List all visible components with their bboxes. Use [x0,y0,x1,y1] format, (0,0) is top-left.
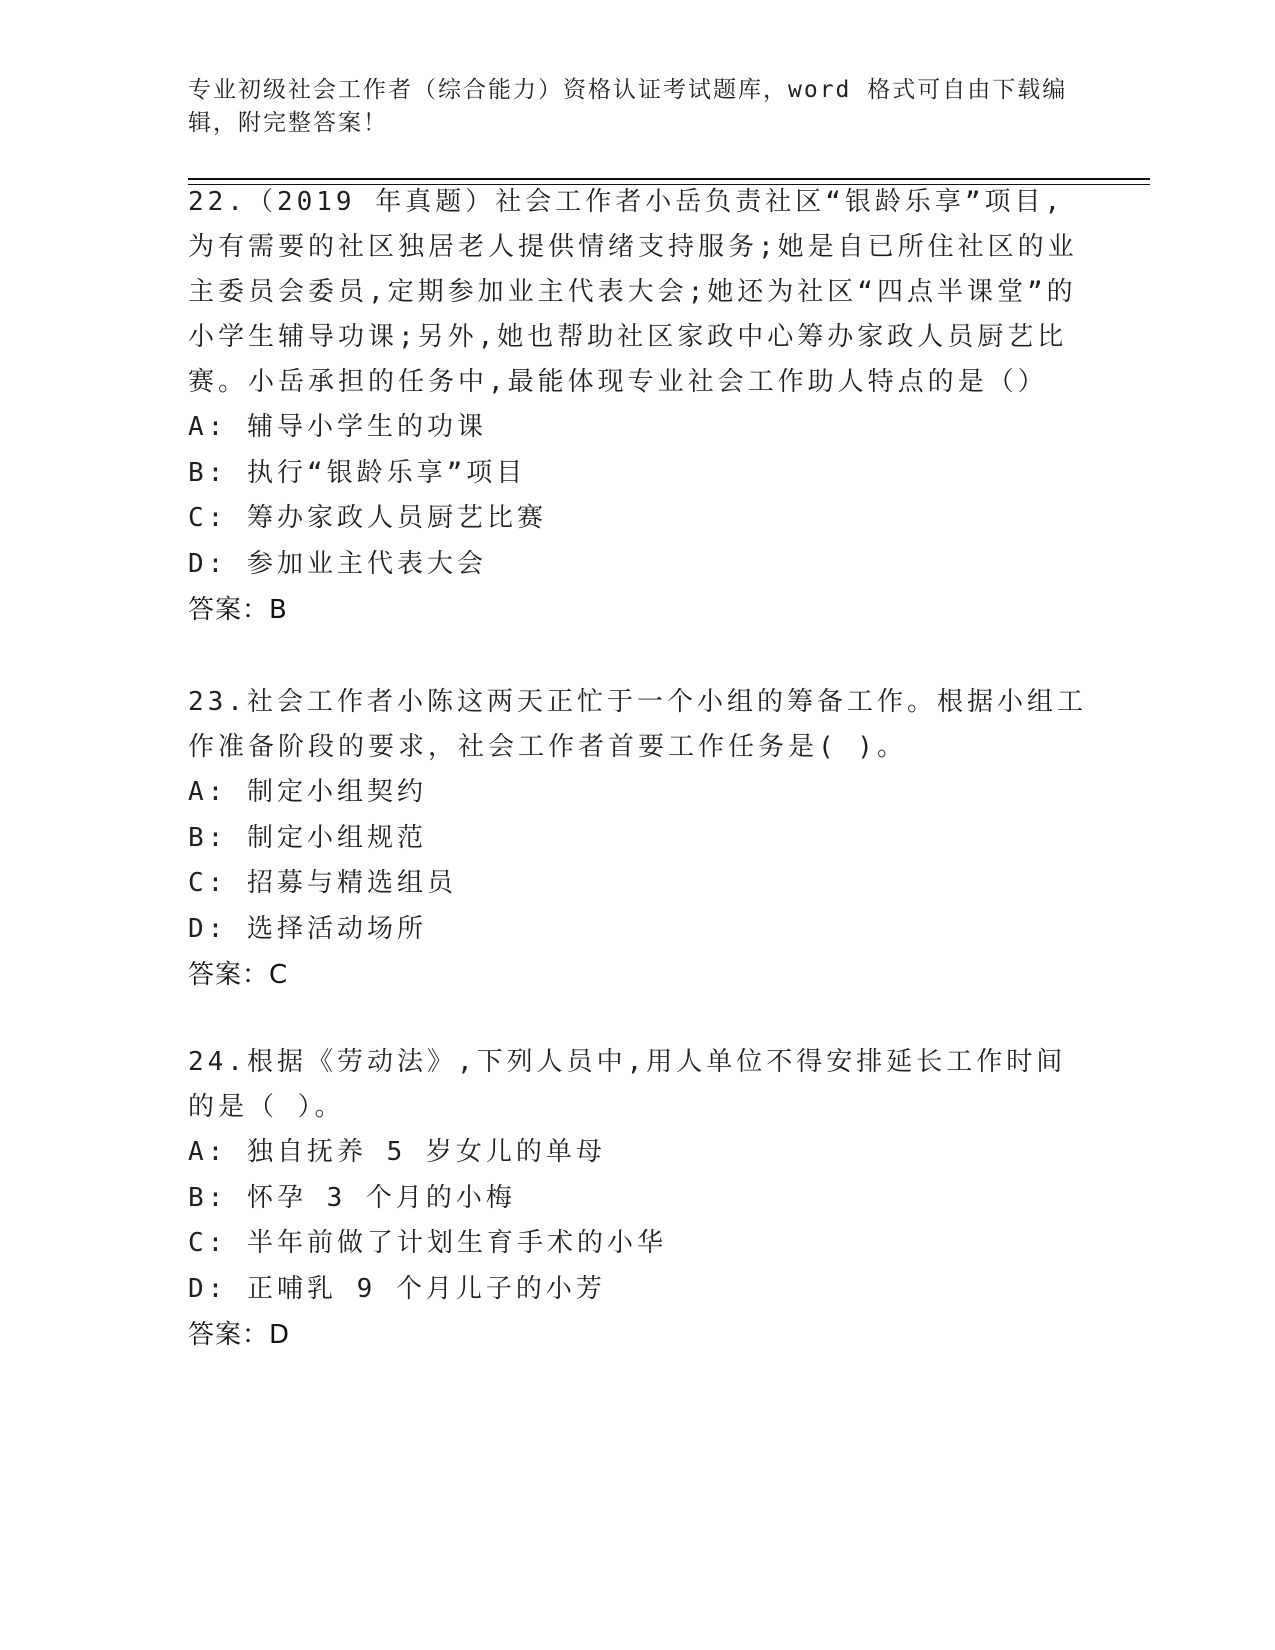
option-a: A: 独自抚养 5 岁女儿的单母 [188,1137,606,1167]
answer-label: 答案：B [188,595,288,625]
option-d: D: 正哺乳 9 个月儿子的小芳 [188,1273,606,1304]
question-text: 23.社会工作者小陈这两天正忙于一个小组的筹备工作。根据小组工作准备阶段的要求，社会工作者首要工作任务是( )。 [188,687,1087,762]
option-c: C: 筹办家政人员厨艺比赛 [188,503,547,533]
question-text: 22.（2019 年真题）社会工作者小岳负责社区“银龄乐享”项目,为有需要的社区独居老人提供情绪支持服务;她是自已所住社区的业主委员会委员,定期参加业主代表大会;她还为社区“四点半课堂”的小学生辅导功课;另外,她也帮助社区家政中心筹办家政人员厨艺比赛。小岳承担的任务中,最能体现专业社会工作助人特点的是（） [188,187,1078,397]
answer-label: 答案：C [188,960,289,990]
option-b: B: 制定小组规范 [188,822,427,853]
question-23 [188,680,1088,998]
option-c: C: 半年前做了计划生育手术的小华 [188,1228,667,1258]
option-d: D: 选择活动场所 [188,913,427,944]
document-header: 专业初级社会工作者（综合能力）资格认证考试题库，word 格式可自由下载编辑，附完整答案！ [188,77,1068,136]
question-24 [188,1040,1088,1358]
option-a: A: 制定小组契约 [188,777,427,807]
option-a: A: 辅导小学生的功课 [188,412,487,442]
option-b: B: 执行“银龄乐享”项目 [188,457,527,488]
option-d: D: 参加业主代表大会 [188,548,487,579]
option-b: B: 怀孕 3 个月的小梅 [188,1182,516,1213]
option-c: C: 招募与精选组员 [188,868,457,898]
question-text: 24.根据《劳动法》,下列人员中,用人单位不得安排延长工作时间的是（ ）。 [188,1047,1067,1122]
answer-label: 答案：D [188,1320,291,1350]
question-22 [188,180,1088,633]
